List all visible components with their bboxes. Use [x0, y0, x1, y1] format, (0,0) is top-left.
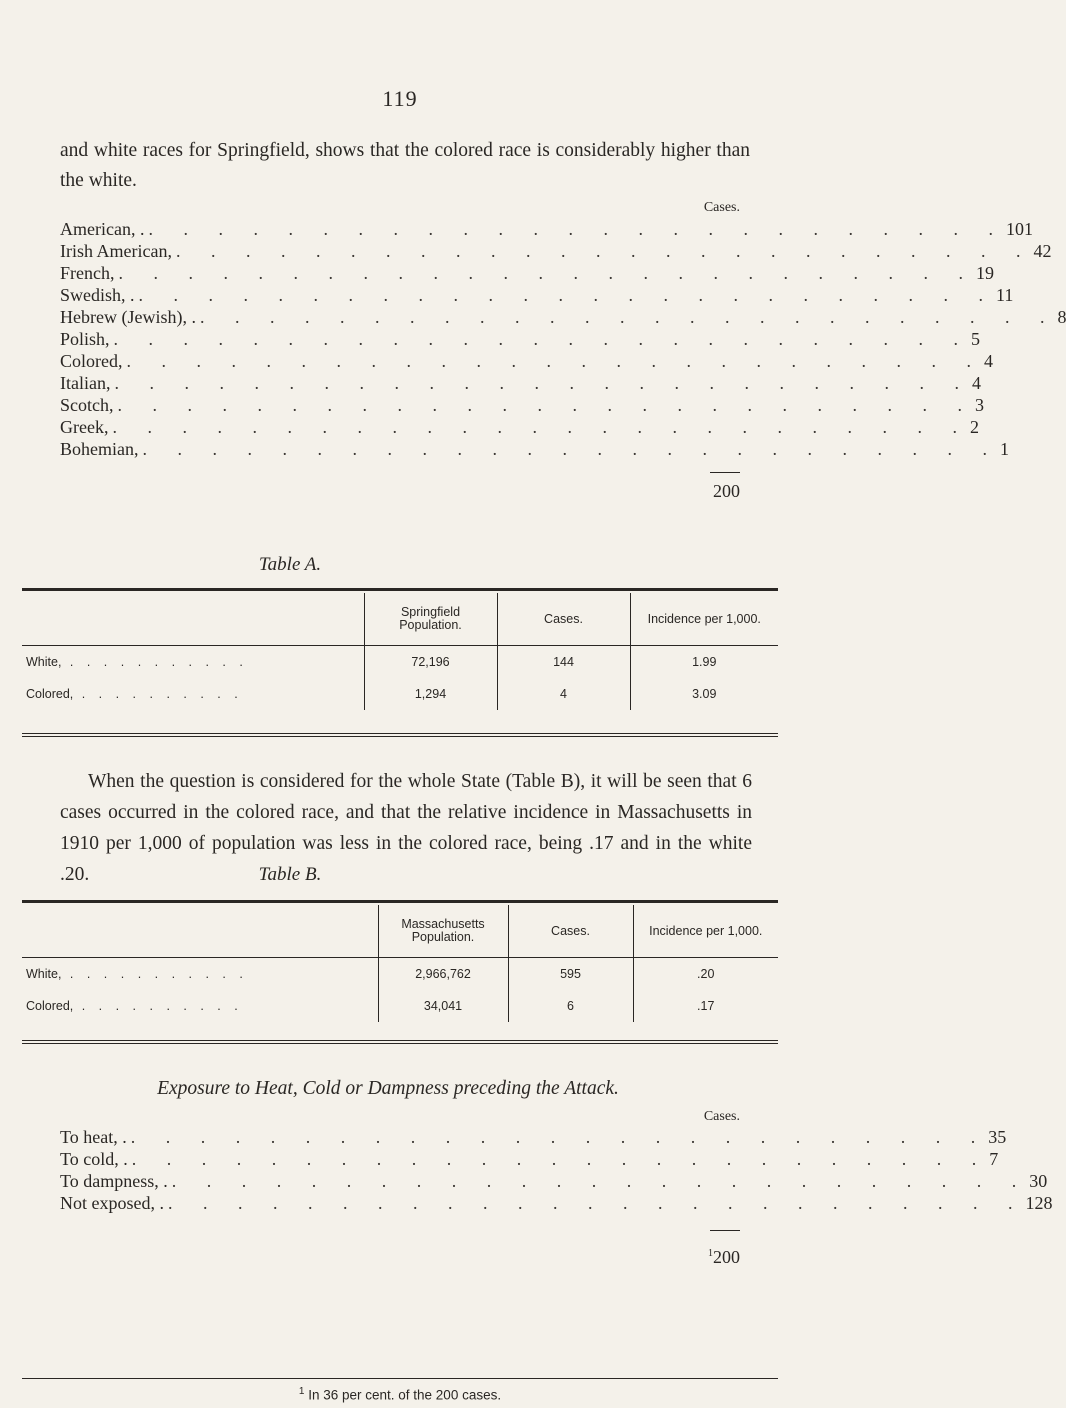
row-label: Colored, . . . . . . . . . . — [26, 999, 243, 1013]
list-item — [60, 1170, 1048, 1192]
dot-leader: . . . . . . . . . . . . . . . . . . . . . . . . . — [171, 1171, 1030, 1191]
table-b-caption: Table B. — [258, 864, 322, 885]
table-a — [22, 593, 778, 710]
row-label: Colored, . . . . . . . . . . — [26, 687, 243, 701]
table-a-top-rule — [22, 588, 778, 591]
footnote-text: In 36 per cent. of the 200 cases. — [308, 1387, 502, 1403]
races-column-header: Cases. — [703, 200, 740, 215]
list-item-label: Hebrew (Jewish), . — [60, 307, 196, 327]
table-cell: .17 — [633, 990, 778, 1022]
footnote — [0, 1386, 800, 1403]
list-item-value: 4 — [971, 373, 981, 393]
table-a-header-incidence: Incidence per 1,000. — [630, 593, 778, 646]
dot-leader: . . . . . . . . . . . . . . . . . . . . . . . . . — [167, 1193, 1026, 1213]
list-item-label: Polish, — [60, 329, 110, 349]
table-cell: 1,294 — [364, 678, 497, 710]
list-item-value: 7 — [989, 1149, 999, 1169]
table-cell: 6 — [508, 990, 633, 1022]
table-a-header-population: Springfield Population. — [364, 593, 497, 646]
table-cell: 3.09 — [630, 678, 778, 710]
table-b-corner — [22, 905, 378, 958]
table-row — [22, 958, 778, 991]
dot-leader: . . . . . . . . . . . . . . . . . . . . . . . . . — [148, 219, 1006, 239]
list-item-value: 4 — [984, 351, 993, 371]
list-item-label: To heat, . — [60, 1127, 127, 1147]
list-item-label: Scotch, — [60, 395, 114, 415]
list-item-value: 35 — [988, 1127, 1007, 1147]
list-item-value: 30 — [1029, 1171, 1048, 1191]
races-total-rule — [710, 472, 740, 473]
exposure-total-value: 200 — [713, 1247, 740, 1267]
table-a-corner — [22, 593, 364, 646]
table-b-header-incidence: Incidence per 1,000. — [633, 905, 778, 958]
exposure-title: Exposure to Heat, Cold or Dampness preceding the Attack. — [157, 1078, 619, 1099]
dot-leader: . . . . . . . . . . . . . . . . . . . . . . . . . — [130, 1127, 989, 1147]
list-item-value: 2 — [969, 417, 979, 437]
dot-leader: . . . . . . . . . . . . . . . . . . . . . . . . . — [126, 351, 984, 371]
list-item — [60, 350, 993, 372]
dot-leader: . . . . . . . . . . . . . . . . . . . . . . . . . — [175, 241, 1034, 261]
races-total: 200 — [713, 481, 740, 501]
list-item-value: 8 — [1057, 307, 1066, 327]
table-b-top-rule — [22, 900, 778, 903]
list-item-value: 128 — [1025, 1193, 1053, 1213]
table-b — [22, 905, 778, 1022]
table-b-bottom-rule — [22, 1040, 778, 1041]
table-cell: 2,966,762 — [378, 958, 508, 991]
table-cell: 34,041 — [378, 990, 508, 1022]
table-cell: 595 — [508, 958, 633, 991]
list-item-label: Irish American, — [60, 241, 172, 261]
list-item-label: To cold, . — [60, 1149, 128, 1169]
table-a-header-cases: Cases. — [497, 593, 630, 646]
list-item-value: 5 — [971, 329, 981, 349]
list-item — [60, 372, 981, 394]
list-item-label: French, — [60, 263, 115, 283]
list-item-label: Colored, — [60, 351, 123, 371]
exposure-total — [60, 1247, 740, 1268]
list-item — [60, 1192, 1053, 1214]
list-item-value: 11 — [996, 285, 1014, 305]
row-label: White, . . . . . . . . . . . — [26, 655, 248, 669]
table-row — [22, 990, 778, 1022]
table-cell: 4 — [497, 678, 630, 710]
dot-leader: . . . . . . . . . . . . . . . . . . . . . . . . . — [114, 373, 972, 393]
list-item — [60, 284, 1014, 306]
dot-leader: . . . . . . . . . . . . . . . . . . . . . . . . . — [118, 263, 976, 283]
table-cell: 72,196 — [364, 646, 497, 679]
list-item-value: 101 — [1005, 219, 1033, 239]
list-item — [60, 262, 994, 284]
list-item-label: Swedish, . — [60, 285, 135, 305]
dot-leader: . . . . . . . . . . . . . . . . . . . . . . . . . — [138, 285, 997, 305]
table-row — [22, 678, 778, 710]
table-b-header-population: Massachusetts Population. — [378, 905, 508, 958]
intro-text: and white races for Springfield, shows that the colored race is considerably higher than the white. — [60, 140, 750, 191]
list-item — [60, 1126, 1007, 1148]
table-cell: 1.99 — [630, 646, 778, 679]
list-item — [60, 240, 1052, 262]
dot-leader: . . . . . . . . . . . . . . . . . . . . . . . . . — [199, 307, 1058, 327]
exposure-total-footnote-mark: 1 — [708, 1248, 713, 1259]
races-rows — [60, 218, 1066, 460]
table-cell: .20 — [633, 958, 778, 991]
page-number: 119 — [382, 86, 418, 111]
table-row — [22, 646, 778, 679]
dot-leader: . . . . . . . . . . . . . . . . . . . . . . . . . — [112, 417, 970, 437]
list-item — [60, 394, 984, 416]
table-b-header-cases: Cases. — [508, 905, 633, 958]
footnote-mark: 1 — [298, 1386, 305, 1397]
list-item-label: American, . — [60, 219, 145, 239]
list-item-label: To dampness, . — [60, 1171, 168, 1191]
table-a-bottom-rule-2 — [22, 736, 778, 737]
table-cell: 144 — [497, 646, 630, 679]
dot-leader: . . . . . . . . . . . . . . . . . . . . . . . . . — [142, 439, 1000, 459]
list-item — [60, 416, 979, 438]
exposure-list — [60, 1108, 1053, 1268]
list-item-value: 3 — [975, 395, 984, 415]
list-item-label: Greek, — [60, 417, 109, 437]
exposure-total-rule — [710, 1230, 740, 1231]
dot-leader: . . . . . . . . . . . . . . . . . . . . . . . . . — [113, 329, 972, 349]
list-item — [60, 1148, 999, 1170]
list-item-value: 19 — [975, 263, 994, 283]
table-b-bottom-rule-2 — [22, 1043, 778, 1044]
table-a-bottom-rule — [22, 733, 778, 734]
exposure-rows — [60, 1126, 1053, 1214]
dot-leader: . . . . . . . . . . . . . . . . . . . . . . . . . — [131, 1149, 990, 1169]
row-label: White, . . . . . . . . . . . — [26, 967, 248, 981]
body-paragraph: When the question is considered for the whole State (Table B), it will be seen that 6 cases occurred in the colored race, and that the relative incidence in Massachusetts in 1910 per 1,000 of population was less in the colored race, being .17 and in the white .20. — [60, 771, 752, 885]
list-item-value: 42 — [1033, 241, 1052, 261]
list-item — [60, 306, 1066, 328]
races-list — [60, 198, 1066, 502]
list-item-label: Bohemian, — [60, 439, 139, 459]
list-item-value: 1 — [1000, 439, 1009, 459]
list-item — [60, 438, 1009, 460]
list-item — [60, 218, 1033, 240]
dot-leader: . . . . . . . . . . . . . . . . . . . . . . . . . — [117, 395, 975, 415]
list-item — [60, 328, 981, 350]
list-item-label: Not exposed, . — [60, 1193, 164, 1213]
list-item-label: Italian, — [60, 373, 111, 393]
footnote-rule — [22, 1378, 778, 1379]
table-a-caption: Table A. — [258, 554, 322, 575]
exposure-column-header: Cases. — [703, 1109, 740, 1124]
